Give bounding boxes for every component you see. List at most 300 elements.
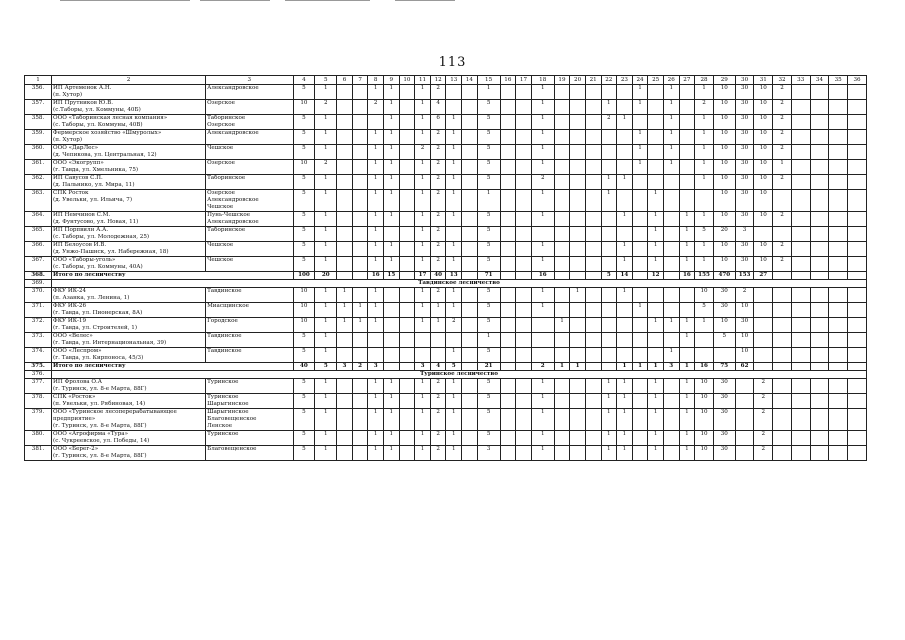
value-cell: 1 <box>617 212 633 227</box>
value-cell <box>554 145 570 160</box>
value-cell <box>554 175 570 190</box>
value-cell <box>399 272 415 280</box>
value-cell: 5 <box>293 175 315 190</box>
value-cell: 2 <box>430 145 446 160</box>
value-cell <box>500 227 516 242</box>
value-cell <box>829 379 848 394</box>
value-cell: 2 <box>773 242 792 257</box>
value-cell: 2 <box>315 100 337 115</box>
column-number: 6 <box>337 76 353 85</box>
value-cell: 5 <box>477 212 500 227</box>
organization-cell <box>52 160 206 175</box>
row-number: 369. <box>25 280 52 288</box>
value-cell <box>585 227 601 242</box>
value-cell <box>810 257 829 272</box>
value-cell: 1 <box>446 212 462 227</box>
value-cell <box>663 446 679 461</box>
organization-name: Фермерское хозяйство «Шмуролых» <box>53 130 162 136</box>
forestry-district: Шарыгинское <box>207 409 249 415</box>
value-cell: 1 <box>368 257 384 272</box>
forestry-district-cell <box>206 431 293 446</box>
value-cell: 2 <box>430 212 446 227</box>
value-cell: 1 <box>663 85 679 100</box>
row-number: 360. <box>25 145 52 160</box>
value-cell <box>848 212 867 227</box>
value-cell <box>810 242 829 257</box>
value-cell <box>773 318 792 333</box>
value-cell: 1 <box>446 446 462 461</box>
value-cell: 13 <box>446 272 462 280</box>
value-cell: 100 <box>293 272 315 280</box>
value-cell: 3 <box>415 363 431 371</box>
value-cell: 1 <box>384 160 400 175</box>
organization-cell <box>52 394 206 409</box>
value-cell: 10 <box>754 115 773 130</box>
value-cell <box>648 130 664 145</box>
value-cell: 1 <box>415 379 431 394</box>
row-number: 361. <box>25 160 52 175</box>
value-cell <box>773 190 792 212</box>
value-cell: 1 <box>531 130 554 145</box>
value-cell <box>570 115 586 130</box>
value-cell: 27 <box>754 272 773 280</box>
value-cell: 5 <box>293 190 315 212</box>
value-cell: 1 <box>446 348 462 363</box>
value-cell: 1 <box>695 160 714 175</box>
value-cell <box>663 212 679 227</box>
organization-cell <box>52 409 206 431</box>
organization-address: (д. Увельки, ул. Ильича, 7) <box>53 197 133 203</box>
value-cell: 1 <box>663 130 679 145</box>
organization-address: (г. Тавда, ул. Интернациональная, 39) <box>53 340 167 346</box>
value-cell: 1 <box>384 379 400 394</box>
value-cell: 4 <box>430 363 446 371</box>
value-cell: 10 <box>754 175 773 190</box>
value-cell <box>554 115 570 130</box>
value-cell <box>585 160 601 175</box>
value-cell: 1 <box>695 145 714 160</box>
value-cell <box>516 190 532 212</box>
value-cell <box>848 394 867 409</box>
total-label: Итого по лесничеству <box>52 363 293 371</box>
value-cell <box>735 431 754 446</box>
value-cell <box>399 100 415 115</box>
value-cell: 10 <box>713 242 735 257</box>
value-cell <box>352 160 368 175</box>
value-cell: 62 <box>735 363 754 371</box>
value-cell: 1 <box>430 318 446 333</box>
value-cell <box>352 242 368 257</box>
value-cell <box>554 394 570 409</box>
value-cell: 1 <box>415 190 431 212</box>
value-cell: 1 <box>384 130 400 145</box>
value-cell <box>695 333 714 348</box>
value-cell: 30 <box>735 115 754 130</box>
value-cell <box>500 130 516 145</box>
value-cell <box>810 130 829 145</box>
value-cell <box>337 272 353 280</box>
value-cell: 1 <box>617 363 633 371</box>
row-number: 376. <box>25 371 52 379</box>
value-cell: 1 <box>531 394 554 409</box>
column-number: 23 <box>617 76 633 85</box>
value-cell <box>848 175 867 190</box>
value-cell <box>632 242 648 257</box>
value-cell <box>570 242 586 257</box>
value-cell: 1 <box>446 160 462 175</box>
value-cell <box>829 160 848 175</box>
value-cell <box>829 363 848 371</box>
forestry-district: Чешское <box>207 204 234 210</box>
value-cell: 1 <box>415 242 431 257</box>
value-cell <box>399 379 415 394</box>
value-cell <box>829 227 848 242</box>
value-cell <box>617 100 633 115</box>
value-cell: 5 <box>293 227 315 242</box>
value-cell: 5 <box>477 394 500 409</box>
value-cell <box>735 409 754 431</box>
value-cell: 1 <box>648 363 664 371</box>
table-row <box>25 160 867 175</box>
value-cell <box>500 100 516 115</box>
value-cell <box>735 394 754 409</box>
value-cell: 1 <box>648 379 664 394</box>
table-row <box>25 379 867 394</box>
value-cell: 2 <box>368 100 384 115</box>
forestry-district-cell <box>206 190 293 212</box>
value-cell <box>399 257 415 272</box>
value-cell <box>462 431 478 446</box>
value-cell: 1 <box>617 394 633 409</box>
value-cell: 1 <box>315 431 337 446</box>
value-cell: 1 <box>415 227 431 242</box>
value-cell <box>585 394 601 409</box>
value-cell: 1 <box>315 257 337 272</box>
organization-cell <box>52 288 206 303</box>
value-cell <box>516 318 532 333</box>
value-cell: 5 <box>293 394 315 409</box>
value-cell: 1 <box>632 100 648 115</box>
value-cell <box>585 363 601 371</box>
value-cell: 1 <box>695 175 714 190</box>
value-cell: 30 <box>735 175 754 190</box>
value-cell: 10 <box>713 100 735 115</box>
organization-name: СПК «Росток» <box>53 394 96 400</box>
value-cell: 2 <box>430 394 446 409</box>
value-cell: 2 <box>430 175 446 190</box>
value-cell: 1 <box>315 115 337 130</box>
value-cell <box>810 363 829 371</box>
organization-name: ИП Немчинов С.М. <box>53 212 111 218</box>
value-cell <box>500 242 516 257</box>
value-cell <box>554 85 570 100</box>
value-cell <box>516 257 532 272</box>
row-number: 377. <box>25 379 52 394</box>
value-cell: 1 <box>384 446 400 461</box>
row-number: 365. <box>25 227 52 242</box>
value-cell: 5 <box>477 145 500 160</box>
value-cell <box>500 288 516 303</box>
value-cell: 1 <box>315 348 337 363</box>
value-cell <box>516 227 532 242</box>
value-cell: 1 <box>531 288 554 303</box>
value-cell: 5 <box>293 85 315 100</box>
value-cell <box>500 446 516 461</box>
value-cell <box>516 160 532 175</box>
value-cell <box>632 288 648 303</box>
value-cell <box>829 288 848 303</box>
value-cell: 1 <box>415 85 431 100</box>
value-cell <box>810 394 829 409</box>
column-number: 29 <box>713 76 735 85</box>
value-cell <box>399 446 415 461</box>
value-cell <box>500 333 516 348</box>
value-cell <box>791 272 810 280</box>
value-cell <box>384 333 400 348</box>
value-cell: 2 <box>430 227 446 242</box>
value-cell <box>399 175 415 190</box>
value-cell <box>500 363 516 371</box>
value-cell: 10 <box>713 160 735 175</box>
value-cell: 1 <box>415 288 431 303</box>
value-cell <box>585 212 601 227</box>
value-cell: 10 <box>735 333 754 348</box>
forestry-district: Тавдинское <box>207 288 242 294</box>
forestry-district: Туринское <box>207 431 239 437</box>
value-cell <box>516 431 532 446</box>
value-cell: 10 <box>293 288 315 303</box>
organization-cell <box>52 333 206 348</box>
value-cell: 1 <box>663 318 679 333</box>
column-number: 19 <box>554 76 570 85</box>
value-cell: 1 <box>663 348 679 363</box>
value-cell <box>337 242 353 257</box>
value-cell <box>810 100 829 115</box>
value-cell <box>648 115 664 130</box>
forestry-district-cell <box>206 100 293 115</box>
value-cell <box>648 348 664 363</box>
value-cell: 2 <box>754 446 773 461</box>
value-cell <box>663 257 679 272</box>
value-cell <box>337 333 353 348</box>
data-table <box>24 75 867 461</box>
value-cell <box>531 318 554 333</box>
value-cell <box>337 348 353 363</box>
value-cell: 1 <box>695 257 714 272</box>
value-cell: 30 <box>735 190 754 212</box>
value-cell: 10 <box>713 257 735 272</box>
forestry-district: Городское <box>207 318 238 324</box>
value-cell <box>648 175 664 190</box>
value-cell: 2 <box>315 160 337 175</box>
value-cell <box>570 446 586 461</box>
value-cell <box>791 318 810 333</box>
value-cell <box>368 348 384 363</box>
value-cell: 1 <box>368 409 384 431</box>
value-cell <box>554 242 570 257</box>
value-cell: 1 <box>617 446 633 461</box>
value-cell <box>848 130 867 145</box>
forestry-district: Туринское <box>207 394 239 400</box>
value-cell: 1 <box>617 115 633 130</box>
value-cell <box>617 333 633 348</box>
value-cell: 1 <box>663 115 679 130</box>
value-cell <box>462 190 478 212</box>
value-cell: 1 <box>773 160 792 175</box>
value-cell <box>791 363 810 371</box>
column-number: 5 <box>315 76 337 85</box>
value-cell <box>554 333 570 348</box>
value-cell <box>337 115 353 130</box>
value-cell <box>368 333 384 348</box>
value-cell <box>399 333 415 348</box>
value-cell: 1 <box>446 409 462 431</box>
value-cell: 1 <box>384 145 400 160</box>
value-cell <box>415 333 431 348</box>
value-cell <box>601 318 617 333</box>
organization-address: (п. Увельки, ул. Рябиновая, 14) <box>53 401 146 407</box>
value-cell: 1 <box>632 130 648 145</box>
value-cell <box>384 227 400 242</box>
value-cell: 10 <box>754 130 773 145</box>
organization-name: ИП Порпвилн А.А. <box>53 227 109 233</box>
forestry-district: Благовещенское <box>207 416 257 422</box>
value-cell: 5 <box>293 242 315 257</box>
value-cell: 1 <box>337 318 353 333</box>
organization-cell <box>52 379 206 394</box>
forestry-district-cell <box>206 348 293 363</box>
value-cell: 1 <box>617 175 633 190</box>
organization-cell <box>52 446 206 461</box>
value-cell: 2 <box>531 363 554 371</box>
value-cell: 10 <box>754 212 773 227</box>
value-cell <box>848 115 867 130</box>
forestry-district: Тавдинское <box>207 333 242 339</box>
organization-address: (п. Хутор) <box>53 137 83 143</box>
value-cell <box>337 85 353 100</box>
value-cell <box>585 190 601 212</box>
forestry-district-cell <box>206 303 293 318</box>
table-row <box>25 303 867 318</box>
value-cell <box>462 85 478 100</box>
value-cell: 1 <box>679 363 695 371</box>
forestry-district-cell <box>206 242 293 257</box>
value-cell <box>500 272 516 280</box>
forestry-district-cell <box>206 446 293 461</box>
value-cell <box>810 190 829 212</box>
value-cell: 1 <box>632 363 648 371</box>
total-label: Итого по лесничеству <box>52 272 293 280</box>
value-cell <box>773 303 792 318</box>
value-cell <box>585 272 601 280</box>
value-cell: 30 <box>713 379 735 394</box>
value-cell <box>601 227 617 242</box>
value-cell <box>601 333 617 348</box>
value-cell: 1 <box>315 175 337 190</box>
value-cell <box>516 85 532 100</box>
value-cell: 10 <box>713 130 735 145</box>
organization-name: ООО «Агрофирма «Тура» <box>53 431 129 437</box>
value-cell <box>337 394 353 409</box>
table-row <box>25 212 867 227</box>
value-cell <box>585 348 601 363</box>
organization-name: ООО «Таборинская лесная компания» <box>53 115 168 121</box>
value-cell <box>848 318 867 333</box>
value-cell: 30 <box>735 212 754 227</box>
value-cell: 1 <box>384 212 400 227</box>
value-cell: 1 <box>384 85 400 100</box>
value-cell <box>663 379 679 394</box>
organization-name: ООО «Таборы-уголь» <box>53 257 116 263</box>
value-cell: 5 <box>477 160 500 175</box>
value-cell <box>773 227 792 242</box>
row-number: 359. <box>25 130 52 145</box>
value-cell <box>773 363 792 371</box>
value-cell <box>791 242 810 257</box>
value-cell: 2 <box>430 242 446 257</box>
value-cell: 16 <box>368 272 384 280</box>
value-cell: 1 <box>446 115 462 130</box>
value-cell <box>446 333 462 348</box>
value-cell: 1 <box>415 394 431 409</box>
value-cell: 30 <box>735 242 754 257</box>
value-cell: 10 <box>695 379 714 394</box>
value-cell: 10 <box>754 100 773 115</box>
value-cell <box>516 288 532 303</box>
value-cell <box>679 85 695 100</box>
value-cell: 2 <box>415 145 431 160</box>
value-cell: 30 <box>735 130 754 145</box>
value-cell <box>337 379 353 394</box>
value-cell <box>337 409 353 431</box>
table-row <box>25 85 867 100</box>
value-cell: 1 <box>531 431 554 446</box>
value-cell <box>601 303 617 318</box>
forestry-district-cell <box>206 288 293 303</box>
value-cell <box>462 394 478 409</box>
value-cell <box>430 348 446 363</box>
value-cell: 4 <box>430 100 446 115</box>
value-cell <box>601 242 617 257</box>
value-cell <box>791 130 810 145</box>
table-row <box>25 242 867 257</box>
value-cell <box>352 175 368 190</box>
value-cell: 1 <box>315 130 337 145</box>
value-cell: 10 <box>735 303 754 318</box>
value-cell: 5 <box>477 318 500 333</box>
value-cell: 30 <box>713 431 735 446</box>
forestry-district-cell <box>206 394 293 409</box>
organization-name: ИП Прутников Ю.В. <box>53 100 114 106</box>
value-cell: 5 <box>713 333 735 348</box>
organization-name: ООО «ДарЛес» <box>53 145 99 151</box>
row-number: 371. <box>25 303 52 318</box>
value-cell: 1 <box>430 303 446 318</box>
value-cell: 1 <box>368 130 384 145</box>
value-cell <box>352 409 368 431</box>
forestry-district-cell <box>206 145 293 160</box>
value-cell <box>791 333 810 348</box>
value-cell: 40 <box>293 363 315 371</box>
value-cell <box>810 145 829 160</box>
value-cell <box>791 257 810 272</box>
value-cell: 1 <box>315 227 337 242</box>
value-cell <box>695 348 714 363</box>
value-cell <box>399 115 415 130</box>
column-number: 20 <box>570 76 586 85</box>
value-cell <box>810 212 829 227</box>
value-cell <box>384 288 400 303</box>
